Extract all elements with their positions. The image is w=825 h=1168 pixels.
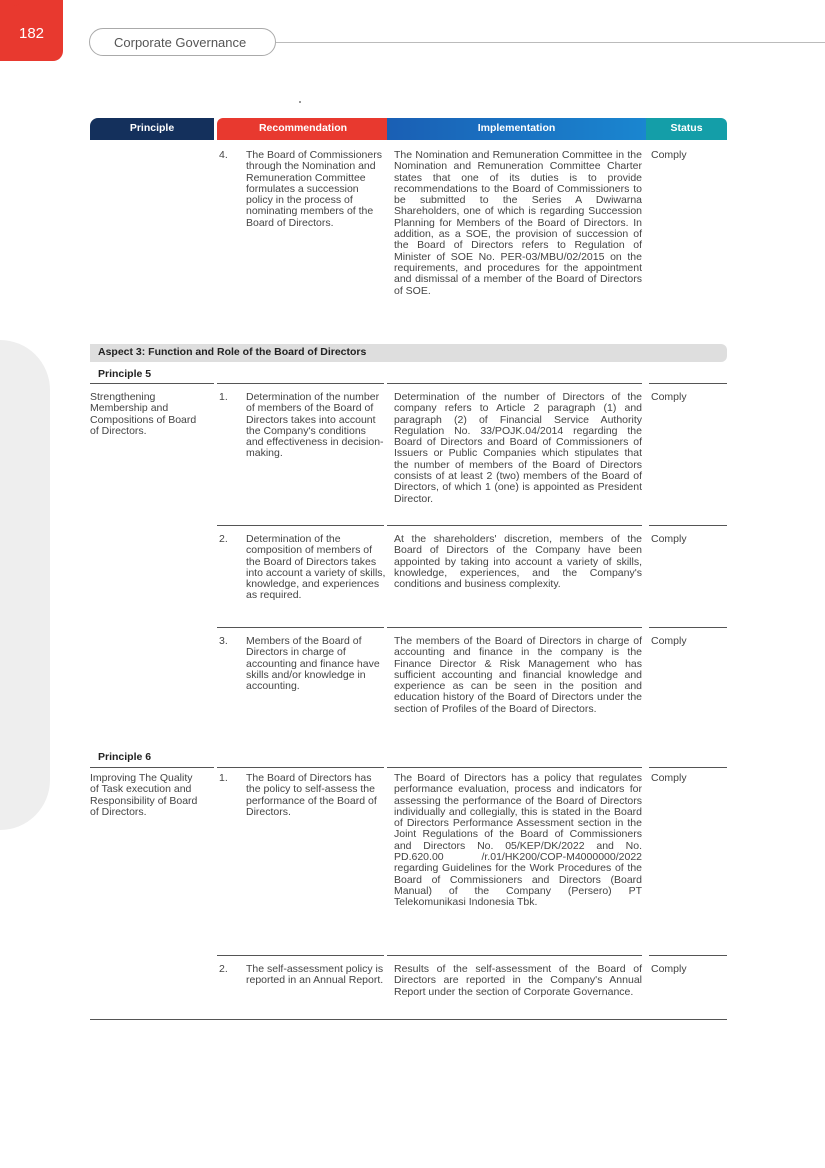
aspect-heading: Aspect 3: Function and Role of the Board of Directors bbox=[90, 344, 727, 362]
item-number: 3. bbox=[219, 635, 228, 647]
row-divider bbox=[217, 955, 384, 956]
table-header bbox=[90, 118, 727, 140]
status-text: Comply bbox=[651, 391, 687, 403]
page-number: 182 bbox=[18, 25, 45, 42]
implementation-text: The Nomination and Remuneration Committee in the Nomination and Remuneration Committee Charter states that one of its duties is to provide recommendations to the Board of Commissioners to be submitted to the Series A Dwiwarna Shareholders, one of which is regarding Succession Planning for Members of the Board of Directors. In addition, as a SOE, the provision of succession of the Board of Directors refers to Regulation of Minister of SOE No. PER-03/MBU/02/2015 on the requirements, and procedures for the appointment and dismissal of a member of the Board of Directors of SOE. bbox=[394, 149, 642, 297]
item-number: 2. bbox=[219, 963, 228, 975]
recommendation-text: The self-assessment policy is reported in an Annual Report. bbox=[246, 963, 384, 987]
status-text: Comply bbox=[651, 533, 687, 545]
header-divider bbox=[276, 42, 825, 43]
recommendation-text: Members of the Board of Directors in charge of accounting and finance have skills and/or knowledge in accounting. bbox=[246, 635, 380, 693]
row-divider bbox=[217, 767, 384, 768]
decorative-dot bbox=[299, 101, 301, 103]
implementation-text: The Board of Directors has a policy that regulates performance evaluation, process and indicators for assessing the performance of the Board of Directors individually and collegially, this is stated in the Board of Directors Performance Assessment section in the Joint Regulations of the Board of Commissioners and Directors No. 05/KEP/DK/2022 and No. PD.620.00 /r.01/HK200/COP-M4000000/2022 regarding Guidelines for the Work Procedures of the Board of Commissioners and Directors (Board Manual) of the Company (Persero) PT Telekomunikasi Indonesia Tbk. bbox=[394, 772, 642, 909]
row-divider bbox=[217, 383, 384, 384]
row-divider bbox=[90, 383, 214, 384]
header-recommendation: Recommendation bbox=[217, 118, 389, 140]
row-divider bbox=[90, 767, 214, 768]
row-divider bbox=[387, 767, 642, 768]
row-divider bbox=[217, 627, 384, 628]
item-number: 1. bbox=[219, 391, 228, 403]
principle-name: Improving The Quality of Task execution and Responsibility of Board of Directors. bbox=[90, 772, 198, 818]
principle-label: Principle 5 bbox=[98, 368, 152, 380]
recommendation-text: Determination of the composition of members of the Board of Directors takes into account a variety of skills, knowledge, and experiences as required. bbox=[246, 533, 386, 602]
row-divider bbox=[387, 525, 642, 526]
implementation-text: Determination of the number of Directors of the company refers to Article 2 paragraph (1) and paragraph (2) of Financial Service Authority Regulation No. 33/POJK.04/2014 regarding the Board of Directors and Board of Commissioners of Issuers or Public Companies which stipulates that the number of members of the Board of Directors consists of at least 2 (two) members of the Board of Directors, of which 1 (one) is appointed as President Director. bbox=[394, 391, 642, 505]
header-principle: Principle bbox=[90, 118, 214, 140]
item-number: 2. bbox=[219, 533, 228, 545]
row-divider bbox=[387, 383, 642, 384]
section-title bbox=[89, 28, 276, 56]
implementation-text: The members of the Board of Directors in charge of accounting and finance in the company is the Finance Director & Risk Management who has sufficient accounting and financial knowledge and experience as can be seen in the position and education history of the Board of Directors under the section of Profiles of the Board of Directors. bbox=[394, 635, 642, 715]
recommendation-text: Determination of the number of members of the Board of Directors takes into account the Company's conditions and effectiveness in decision-making. bbox=[246, 391, 384, 460]
row-divider bbox=[649, 627, 727, 628]
row-divider bbox=[649, 767, 727, 768]
status-text: Comply bbox=[651, 963, 687, 975]
principle-label: Principle 6 bbox=[98, 751, 152, 763]
row-divider bbox=[387, 955, 642, 956]
status-text: Comply bbox=[651, 149, 687, 161]
recommendation-text: The Board of Directors has the policy to self-assess the performance of the Board of Directors. bbox=[246, 772, 377, 818]
principle-name: Strengthening Membership and Compositions of Board of Directors. bbox=[90, 391, 197, 437]
table-bottom-border bbox=[90, 1019, 727, 1020]
governance-table bbox=[90, 118, 727, 998]
implementation-text: Results of the self-assessment of the Board of Directors are reported in the Company's Annual Report under the section of Corporate Governance. bbox=[394, 963, 642, 998]
header-status: Status bbox=[646, 118, 727, 140]
item-number: 1. bbox=[219, 772, 228, 784]
row-divider bbox=[649, 383, 727, 384]
status-text: Comply bbox=[651, 772, 687, 784]
recommendation-text: The Board of Commissioners through the Nomination and Remuneration Committee formulates a succession policy in the process of nominating members of the Board of Directors. bbox=[246, 149, 382, 229]
row-divider bbox=[649, 955, 727, 956]
status-text: Comply bbox=[651, 635, 687, 647]
item-number: 4. bbox=[219, 149, 228, 161]
decorative-side-shape bbox=[0, 340, 50, 830]
row-divider bbox=[649, 525, 727, 526]
section-title-text: Corporate Governance bbox=[114, 34, 247, 50]
row-divider bbox=[217, 525, 384, 526]
row-divider bbox=[387, 627, 642, 628]
header-implementation: Implementation bbox=[387, 118, 646, 140]
implementation-text: At the shareholders' discretion, members of the Board of Directors of the Company have been appointed by taking into account a variety of skills, knowledge, experiences, and the Company's conditions and business complexity. bbox=[394, 533, 642, 591]
page-number-tab bbox=[0, 0, 63, 61]
